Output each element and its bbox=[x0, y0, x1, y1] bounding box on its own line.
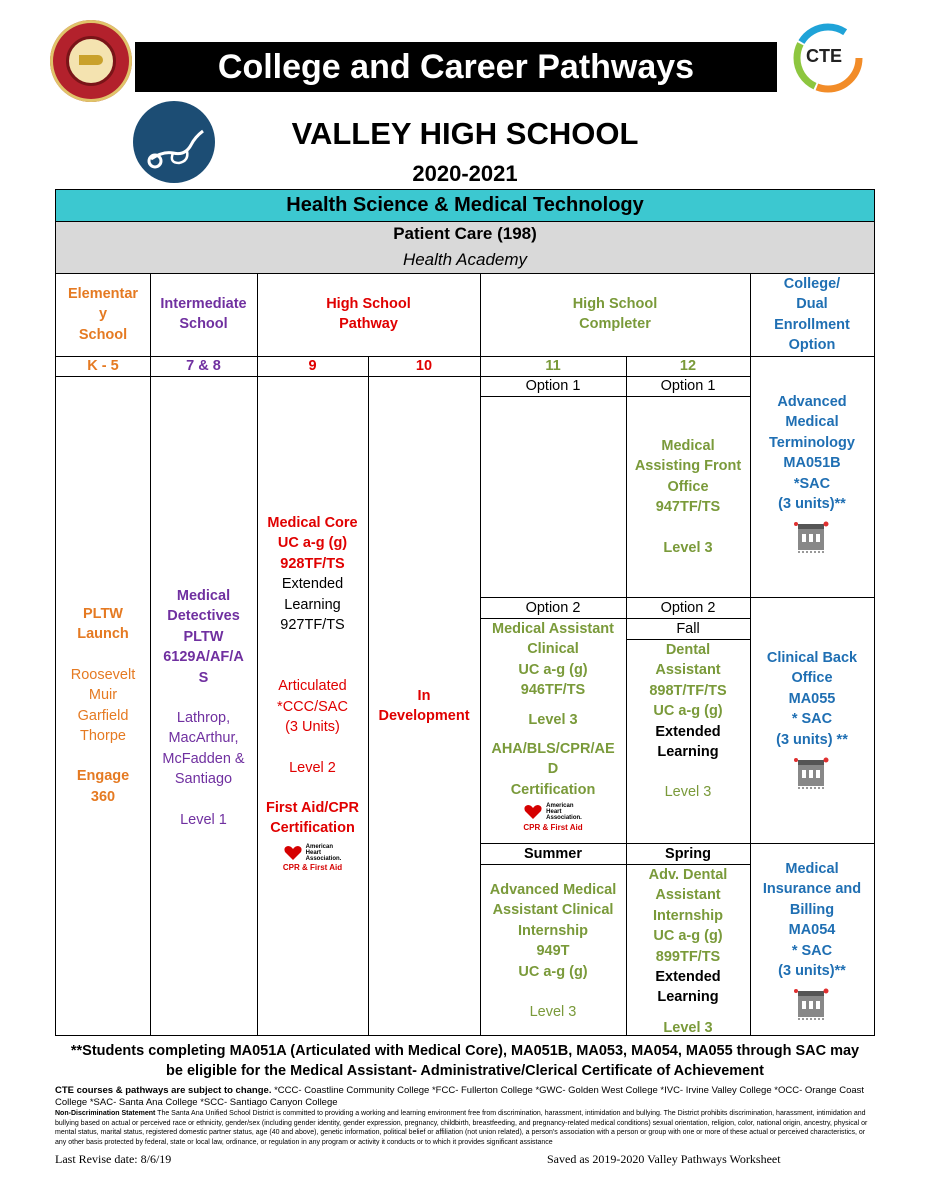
intermediate-content: Medical Detectives PLTW 6129A/AF/A S Lathrop, MacArthur, McFadden & Santiago Level 1 bbox=[162, 588, 245, 828]
col-header-elementary: Elementar y School bbox=[67, 286, 139, 343]
col-header-intermediate: Intermediate School bbox=[160, 296, 247, 333]
nondiscrimination-text: The Santa Ana Unified School District is committed to providing a working and learning environment free from discrimination, harassment, intimidation and bullying. The District prohibits discrimination, harassment, intimidation and bullying based on actual or perceived race or ethnicity, gender/sex (including gender identity, gender expression, pregnancy, childbirth, breastfeeding, and pregnancy-related medical conditions) sexual orientation, religion, color, national origin, ancestry, physical or mental status, marital status, registered domestic partner status, age (40 and above), genetic information, political belief or affiliation (not union related), a person's association with a person or group with one or more of these actual or perceived characteristics, or any other basis protected by federal, state or local law, ordinance, or regulation in any program or activity it conducts or to which it provides significant assistance bbox=[55, 1110, 868, 1146]
page-banner-title: College and Career Pathways bbox=[135, 42, 777, 92]
col-header-hs-completer: High School Completer bbox=[572, 296, 658, 333]
option2-g12-label: Option 2 bbox=[660, 600, 716, 616]
pathway-name: Patient Care (198) bbox=[393, 224, 537, 243]
grade-10: 10 bbox=[415, 358, 433, 374]
last-revise-date: Last Revise date: 8/6/19 bbox=[55, 1152, 172, 1166]
grade-12: 12 bbox=[679, 358, 697, 374]
cte-logo-text: CTE bbox=[806, 46, 842, 66]
aha-logo: American Heart Association. CPR & First Aid bbox=[523, 803, 583, 832]
option3-g11-term: Summer bbox=[523, 846, 583, 862]
college-building-icon bbox=[750, 520, 874, 560]
college-course-3: Medical Insurance and Billing MA054 * SAC (3 units)** bbox=[750, 859, 874, 1028]
footnote: **Students completing MA051A (Articulated with Medical Core), MA051B, MA053, MA054, MA055 through SAC may be eligible for the Medical Assistant- Administrative/Clerical Certificate of Achievement bbox=[70, 1043, 860, 1079]
option1-g12-label: Option 1 bbox=[660, 378, 716, 394]
fine-print-bold: CTE courses & pathways are subject to change. bbox=[55, 1085, 272, 1096]
option3-g12-term: Spring bbox=[665, 846, 711, 862]
elementary-content: PLTW Launch Roosevelt Muir Garfield Thorpe Engage 360 bbox=[70, 606, 136, 805]
district-logo bbox=[50, 20, 132, 102]
option2-g11-label: Option 2 bbox=[525, 600, 581, 616]
college-building-icon bbox=[750, 987, 874, 1027]
grade9-content: Medical Core UC a-g (g) 928TF/TS Extended Learning 927TF/TS Articulated *CCC/SAC (3 Units) Level 2 First Aid/CPR Certification American Heart Association. CPR & First Aid bbox=[257, 513, 368, 872]
school-name: VALLEY HIGH SCHOOL bbox=[291, 116, 639, 151]
sector-title: Health Science & Medical Technology bbox=[56, 190, 874, 221]
option2-g12-course: Dental Assistant 898T/TF/TS UC a-g (g) Extended Learning Level 3 bbox=[649, 642, 727, 801]
aha-logo: American Heart Association. CPR & First Aid bbox=[282, 844, 343, 873]
pathway-header bbox=[56, 221, 874, 273]
option1-g12-course: Medical Assisting Front Office 947TF/TS Level 3 bbox=[634, 438, 742, 556]
option2-g12-term: Fall bbox=[676, 621, 700, 637]
grade-7-8: 7 & 8 bbox=[186, 358, 221, 374]
grade10-content: In Development bbox=[378, 688, 470, 725]
college-course-1: Advanced Medical Terminology MA051B *SAC (3 units)** bbox=[750, 392, 874, 561]
option2-g11-course: Medical Assistant Clinical UC a-g (g) 946TF/TS Level 3 AHA/BLS/CPR/AE D Certification American Heart Association. CPR & First Aid bbox=[480, 619, 626, 832]
grade-k5: K - 5 bbox=[87, 358, 119, 374]
grade-11: 11 bbox=[545, 358, 561, 374]
fine-print bbox=[55, 1085, 875, 1147]
option1-g11-label: Option 1 bbox=[525, 378, 581, 394]
fine-print-colleges: *CCC- Coastline Community College *FCC- Fullerton College *GWC- Golden West College *IVC- Irvine Valley College *OCC- Orange Coast College *SAC- Santa Ana College *SCC- Santiago Canyon College bbox=[55, 1085, 865, 1108]
grade-9: 9 bbox=[308, 358, 317, 374]
college-building-icon bbox=[750, 756, 874, 796]
lamp-icon bbox=[79, 55, 103, 65]
col-header-college: College/ Dual Enrollment Option bbox=[774, 276, 850, 354]
college-course-2: Clinical Back Office MA055 * SAC (3 units) ** bbox=[750, 648, 874, 796]
academy-name: Health Academy bbox=[402, 250, 528, 269]
option3-g12-course: Adv. Dental Assistant Internship UC a-g (g) 899TF/TS Extended Learning Level 3 bbox=[648, 867, 728, 1036]
nondiscrimination-title: Non-Discrimination Statement bbox=[55, 1110, 156, 1117]
option3-g11-course: Advanced Medical Assistant Clinical Internship 949T UC a-g (g) Level 3 bbox=[489, 882, 617, 1021]
school-year: 2020-2021 bbox=[412, 161, 518, 186]
saved-as: Saved as 2019-2020 Valley Pathways Worksheet bbox=[547, 1152, 781, 1166]
pathway-table bbox=[55, 189, 875, 1036]
col-header-hs-pathway: High School Pathway bbox=[326, 296, 411, 333]
cte-logo bbox=[778, 22, 870, 94]
